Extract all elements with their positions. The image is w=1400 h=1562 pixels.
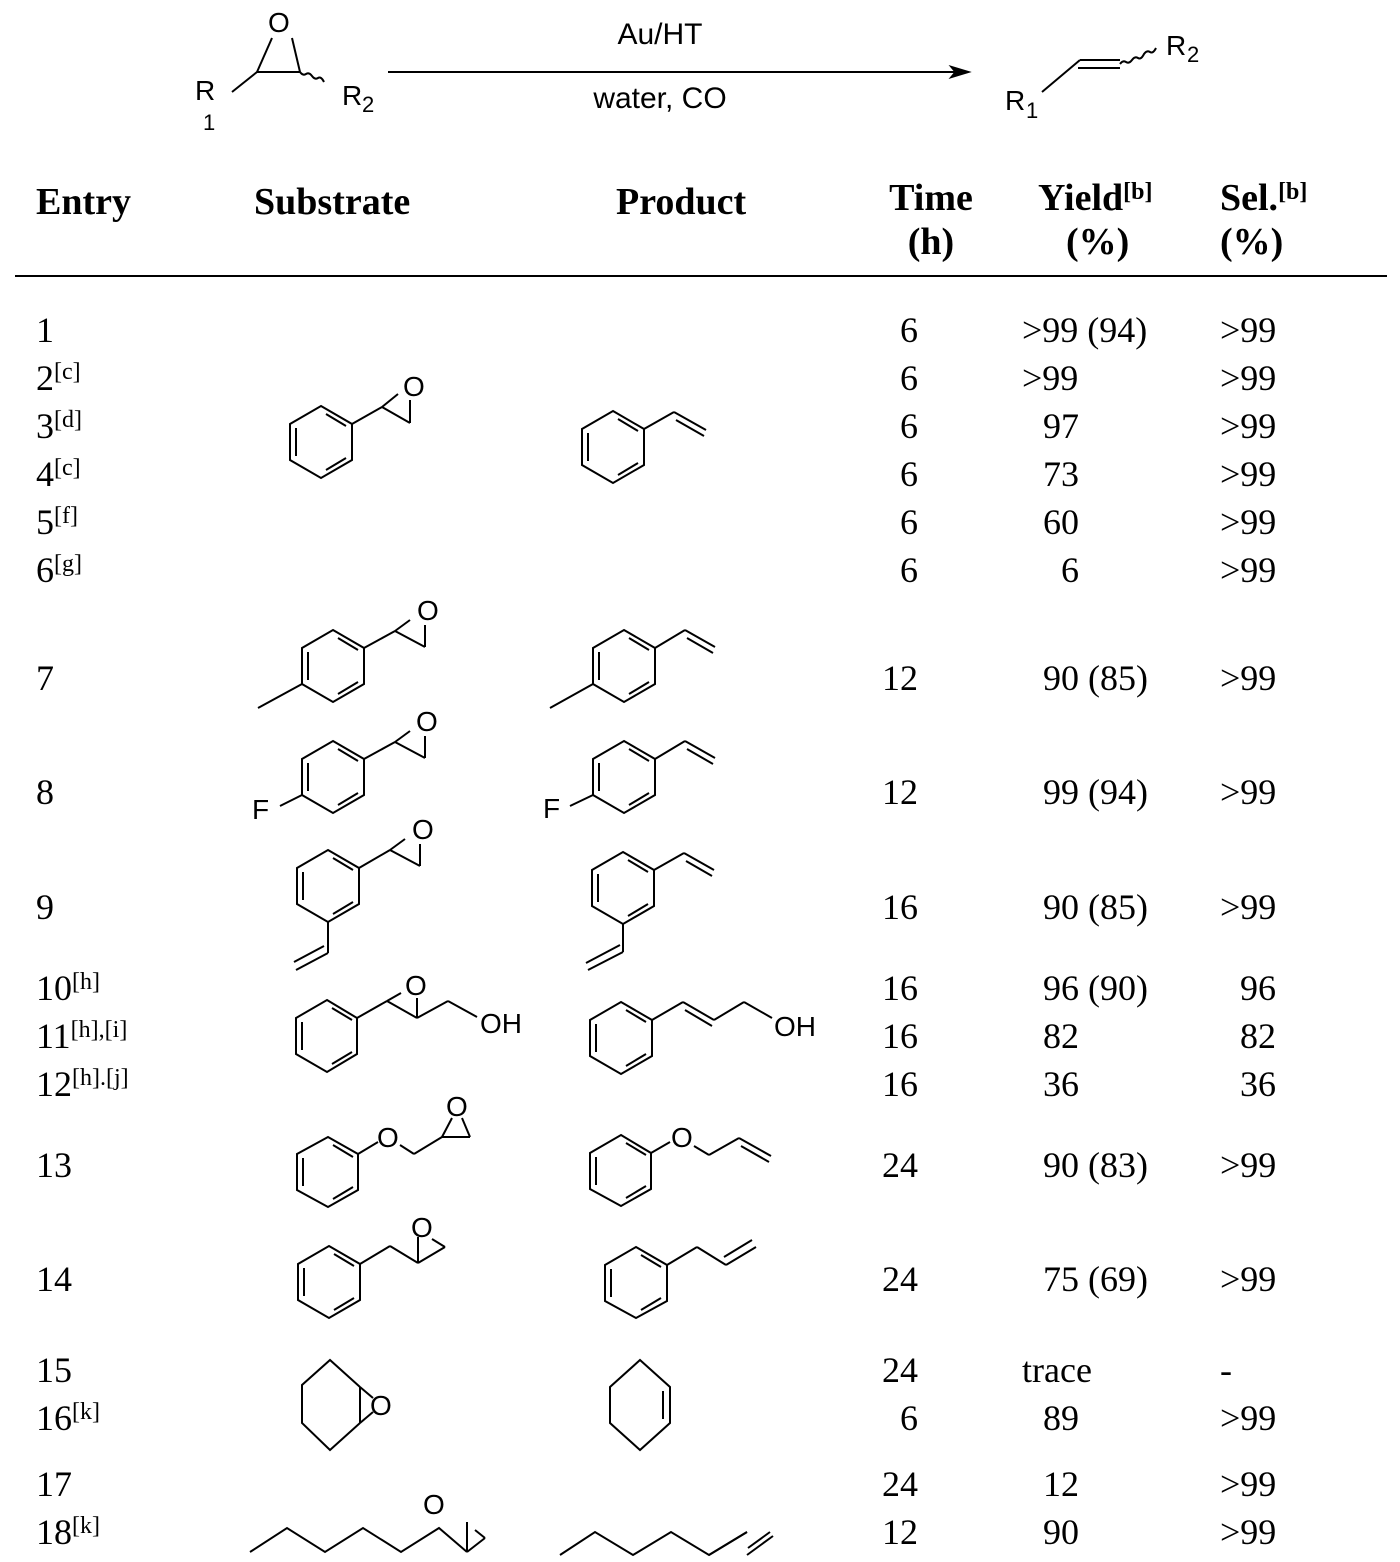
selectivity-cell: >99 — [1220, 406, 1277, 446]
svg-text:O: O — [423, 1489, 445, 1520]
svg-text:O: O — [417, 595, 439, 626]
yield-cell: 90 (85) — [1043, 658, 1148, 698]
epoxydecane-structure — [245, 1480, 485, 1560]
decene-structure — [555, 1500, 785, 1560]
selectivity-cell: - — [1220, 1350, 1232, 1390]
entry-cell: 15 — [36, 1350, 72, 1390]
time-cell: 12 — [882, 1512, 918, 1552]
time-cell: 6 — [900, 406, 918, 446]
entry-cell: 7 — [36, 658, 54, 698]
svg-text:F: F — [543, 793, 561, 824]
selectivity-cell: >99 — [1220, 454, 1277, 494]
cinnamyl-alcohol-epoxide-structure — [285, 965, 545, 1095]
selectivity-cell: >99 — [1220, 658, 1277, 698]
selectivity-cell: 96 — [1240, 968, 1276, 1008]
time-cell: 24 — [882, 1259, 918, 1299]
yield-cell: trace — [1022, 1350, 1092, 1390]
alkene-product-structure — [1000, 20, 1220, 130]
time-cell: 12 — [882, 658, 918, 698]
header-substrate: Substrate — [254, 181, 411, 223]
reagent-conditions: water, CO — [593, 82, 727, 115]
time-cell: 24 — [882, 1350, 918, 1390]
entry-cell: 14 — [36, 1259, 72, 1299]
time-cell: 16 — [882, 968, 918, 1008]
time-cell: 6 — [900, 1398, 918, 1438]
yield-cell: 6 — [1061, 550, 1079, 590]
entry-cell: 18[k] — [36, 1512, 100, 1552]
selectivity-cell: >99 — [1220, 1398, 1277, 1438]
yield-cell: 73 — [1043, 454, 1079, 494]
3-vinylstyrene-oxide-structure — [290, 810, 470, 970]
selectivity-cell: >99 — [1220, 310, 1277, 350]
yield-cell: 90 (83) — [1043, 1145, 1148, 1185]
svg-text:O: O — [405, 970, 427, 1001]
time-cell: 16 — [882, 887, 918, 927]
yield-cell: 90 — [1043, 1512, 1079, 1552]
svg-text:R: R — [1166, 30, 1187, 61]
time-cell: 6 — [900, 310, 918, 350]
selectivity-cell: 82 — [1240, 1016, 1276, 1056]
svg-text:O: O — [412, 814, 434, 845]
entry-cell: 3[d] — [36, 406, 82, 446]
allyl-phenyl-ether-structure — [578, 1110, 798, 1220]
entry-cell: 13 — [36, 1145, 72, 1185]
svg-text:2: 2 — [362, 92, 375, 117]
entry-cell: 4[c] — [36, 454, 81, 494]
selectivity-cell: >99 — [1220, 550, 1277, 590]
svg-text:O: O — [416, 706, 438, 737]
phenyl-glycidyl-ether-structure — [280, 1090, 500, 1220]
svg-text:1: 1 — [203, 110, 216, 135]
svg-text:O: O — [411, 1212, 433, 1243]
svg-text:O: O — [671, 1122, 693, 1153]
yield-cell: 90 (85) — [1043, 887, 1148, 927]
svg-text:O: O — [377, 1122, 399, 1153]
yield-cell: >99 — [1022, 358, 1079, 398]
header-rule — [15, 275, 1387, 277]
entry-cell: 1 — [36, 310, 54, 350]
epoxide-reactant-structure — [180, 0, 400, 140]
cyclohexene-oxide-structure — [290, 1355, 430, 1445]
yield-cell: 60 — [1043, 502, 1079, 542]
yield-cell: 97 — [1043, 406, 1079, 446]
time-cell: 6 — [900, 502, 918, 542]
entry-cell: 6[g] — [36, 550, 82, 590]
svg-text:O: O — [446, 1091, 468, 1122]
yield-cell: 75 (69) — [1043, 1259, 1148, 1299]
header-entry: Entry — [36, 181, 131, 223]
time-cell: 6 — [900, 358, 918, 398]
svg-text:1: 1 — [1026, 98, 1039, 123]
styrene-oxide-structure — [280, 370, 440, 490]
svg-text:R: R — [1005, 85, 1026, 116]
selectivity-cell: >99 — [1220, 1259, 1277, 1299]
svg-text:O: O — [268, 7, 290, 38]
svg-text:2: 2 — [1187, 42, 1200, 67]
selectivity-cell: >99 — [1220, 887, 1277, 927]
yield-cell: 96 (90) — [1043, 968, 1148, 1008]
yield-cell: 82 — [1043, 1016, 1079, 1056]
entry-cell: 8 — [36, 772, 54, 812]
selectivity-cell: >99 — [1220, 772, 1277, 812]
time-cell: 16 — [882, 1064, 918, 1104]
svg-text:OH: OH — [774, 1011, 816, 1042]
entry-cell: 9 — [36, 887, 54, 927]
yield-cell: 12 — [1043, 1464, 1079, 1504]
cyclohexene-structure — [600, 1355, 700, 1445]
reagent-catalyst: Au/HT — [617, 18, 703, 51]
svg-text:O: O — [403, 371, 425, 402]
time-cell: 12 — [882, 772, 918, 812]
entry-cell: 16[k] — [36, 1398, 100, 1438]
allylbenzene-structure — [590, 1235, 790, 1335]
entry-cell: 10[h] — [36, 968, 100, 1008]
divinylbenzene-structure — [580, 840, 740, 980]
4-fluorostyrene-structure — [540, 706, 740, 826]
entry-cell: 12[h].[j] — [36, 1064, 129, 1104]
header-yield: Yield[b] (%) — [1038, 177, 1153, 263]
selectivity-cell: >99 — [1220, 1512, 1277, 1552]
svg-text:F: F — [252, 794, 270, 825]
4-fluorostyrene-oxide-structure — [250, 706, 450, 826]
styrene-structure — [572, 375, 732, 495]
selectivity-cell: 36 — [1240, 1064, 1276, 1104]
time-cell: 24 — [882, 1464, 918, 1504]
svg-text:R: R — [195, 75, 216, 106]
yield-cell: 89 — [1043, 1398, 1079, 1438]
entry-cell: 11[h],[i] — [36, 1016, 128, 1056]
4-methylstyrene-structure — [550, 595, 750, 715]
header-product: Product — [616, 181, 747, 223]
time-cell: 6 — [900, 454, 918, 494]
yield-cell: >99 (94) — [1022, 310, 1148, 350]
yield-cell: 36 — [1043, 1064, 1079, 1104]
time-cell: 6 — [900, 550, 918, 590]
benzyl-oxirane-structure — [285, 1212, 485, 1335]
svg-text:OH: OH — [480, 1008, 522, 1039]
header-time: Time (h) — [889, 177, 973, 263]
selectivity-cell: >99 — [1220, 1145, 1277, 1185]
selectivity-cell: >99 — [1220, 502, 1277, 542]
entry-cell: 17 — [36, 1464, 72, 1504]
svg-text:O: O — [370, 1390, 392, 1421]
selectivity-cell: >99 — [1220, 358, 1277, 398]
selectivity-cell: >99 — [1220, 1464, 1277, 1504]
entry-cell: 5[f] — [36, 502, 78, 542]
svg-text:R: R — [342, 80, 363, 111]
time-cell: 16 — [882, 1016, 918, 1056]
time-cell: 24 — [882, 1145, 918, 1185]
yield-cell: 99 (94) — [1043, 772, 1148, 812]
4-methylstyrene-oxide-structure — [255, 595, 455, 715]
cinnamyl-alcohol-structure — [580, 980, 840, 1090]
entry-cell: 2[c] — [36, 358, 81, 398]
header-selectivity: Sel.[b] (%) — [1220, 177, 1308, 263]
